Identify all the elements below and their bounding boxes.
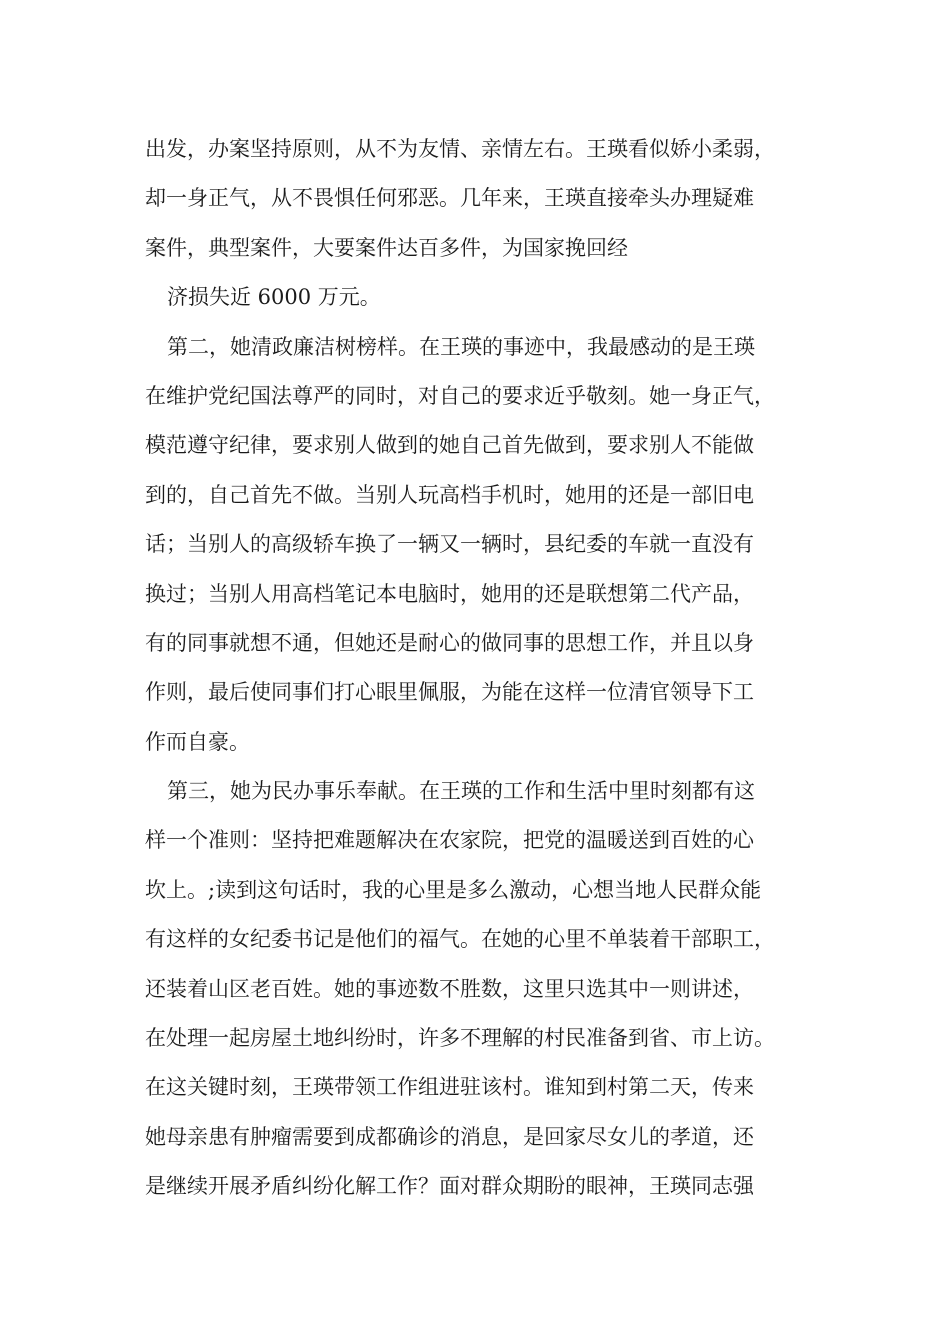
text-line: 样一个准则：坚持把难题解决在农家院，把党的温暖送到百姓的心 (145, 828, 754, 853)
paragraph-start-line: 第二，她清政廉洁树榜样。在王瑛的事迹中，我最感动的是王瑛 (167, 334, 755, 359)
paragraph-start-line: 第三，她为民办事乐奉献。在王瑛的工作和生活中里时刻都有这 (167, 779, 755, 804)
text-line: 出发，办案坚持原则，从不为友情、亲情左右。王瑛看似娇小柔弱， (145, 137, 775, 161)
text-line: 作则，最后使同事们打心眼里佩服，为能在这样一位清官领导下工 (145, 680, 754, 705)
text-line: 话；当别人的高级轿车换了一辆又一辆时，县纪委的车就一直没有 (145, 532, 754, 557)
text-line: 她母亲患有肿瘤需要到成都确诊的消息，是回家尽女儿的孝道，还 (145, 1124, 754, 1149)
text-line: 济损失近 6000 万元。 (167, 285, 381, 310)
text-line: 却一身正气，从不畏惧任何邪恶。几年来，王瑛直接牵头办理疑难 (145, 186, 754, 211)
document-body (145, 125, 835, 1212)
text-line: 作而自豪。 (145, 729, 250, 754)
text-line: 还装着山区老百姓。她的事迹数不胜数，这里只选其中一则讲述， (145, 976, 754, 1001)
text-line: 在处理一起房屋土地纠纷时，许多不理解的村民准备到省、市上访。 (145, 1026, 775, 1051)
text-line: 换过；当别人用高档笔记本电脑时，她用的还是联想第二代产品， (145, 581, 754, 606)
text-line: 在这关键时刻，王瑛带领工作组进驻该村。谁知到村第二天，传来 (145, 1075, 754, 1100)
text-line: 模范遵守纪律，要求别人做到的她自己首先做到，要求别人不能做 (145, 433, 754, 458)
text-line: 在维护党纪国法尊严的同时，对自己的要求近乎敬刻。她一身正气， (145, 383, 775, 408)
text-line: 有这样的女纪委书记是他们的福气。在她的心里不单装着干部职工， (145, 927, 775, 952)
text-line: 到的，自己首先不做。当别人玩高档手机时，她用的还是一部旧电 (145, 482, 754, 507)
text-line: 是继续开展矛盾纠纷化解工作？面对群众期盼的眼神，王瑛同志强 (145, 1174, 754, 1199)
text-line: 坎上。;读到这句话时，我的心里是多么激动，心想当地人民群众能 (145, 877, 762, 902)
text-line: 案件，典型案件，大要案件达百多件，为国家挽回经 (145, 235, 628, 260)
text-line: 有的同事就想不通，但她还是耐心的做同事的思想工作，并且以身 (145, 630, 754, 655)
